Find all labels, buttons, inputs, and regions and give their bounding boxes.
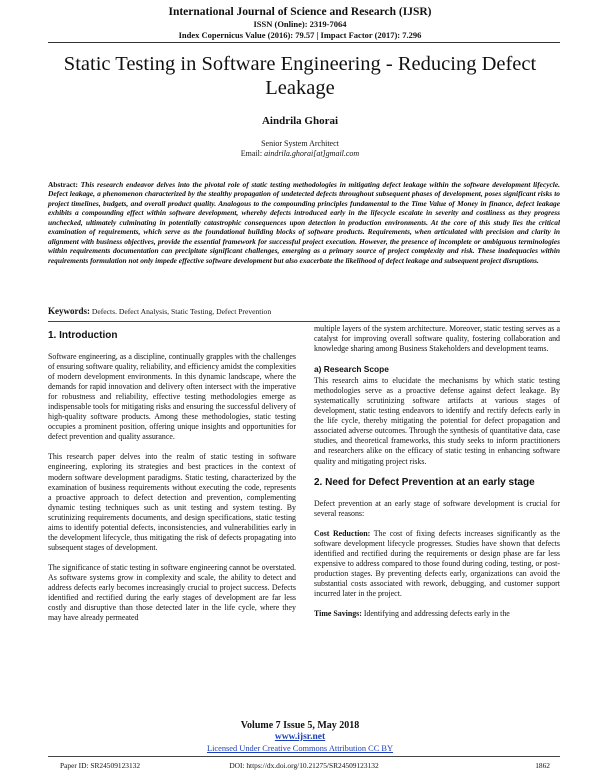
keywords (48, 306, 560, 316)
keywords-text: Defects. Defect Analysis, Static Testing, Defect Prevention (91, 307, 272, 316)
journal-index: Index Copernicus Value (2016): 79.57 | Impact Factor (2017): 7.296 (178, 29, 422, 40)
author-role: Senior System Architect (261, 139, 339, 148)
cost-reduction-label: Cost Reduction: (314, 528, 371, 538)
abstract (48, 180, 560, 265)
intro-paragraph-3: The significance of static testing in software engineering cannot be overstated. As software systems grow in complexity and scale, the ability to detect and address defects early becomes increasingly crucial to project success. Defects identified and rectified during the early stages of development are far less costly and disruptive than those detected later in the life cycle, where they may have already permeated (48, 562, 296, 623)
keywords-label: Keywords: (48, 306, 90, 316)
footer-divider (48, 756, 560, 757)
volume-issue: Volume 7 Issue 5, May 2018 (240, 720, 360, 731)
header-divider (48, 42, 560, 43)
keywords-divider (48, 321, 560, 322)
abstract-text: This research endeavor delves into the pivotal role of static testing methodologies in mitigating defect leakage within the software development lifecycle. Defect leakage, a phenomenon characterized by the stealthy propagation of undetected defects throughout subsequent phases of development, poses significant risks to project timelines, budgets, and overall product quality. Analogous to the compounding principles fundamental to the Time Value of Money in finance, defect leakage exhibits a compounding effect within software development, whereby defects introduced early in the lifecycle escalate in severity and costliness as they progress unchecked, ultimately culminating in potentially catastrophic consequences upon detection in production environments. At the core of this study lies the critical examination of requirements, which serve as the foundational building blocks of software products. Requirements, when articulated with precision and clarity in alignment with business objectives, provide the essential framework for successful project execution. However, the presence of incomplete or ambiguous terminologies within requirements documentation can precipitate significant challenges, emerging as a primary source of project complexity and risk. These inadequacies within requirements formulation not only impede effective software development but also exacerbate the likelihood of defect leakage and subsequent project disruptions. (48, 180, 560, 265)
journal-header (0, 6, 600, 40)
research-scope-heading: a) Research Scope (314, 364, 389, 375)
intro-paragraph-2: This research paper delves into the realm of static testing in software engineering, exploring its strategies and best practices in the context of modern software development paradigms. Static testing, characterized by the examination of business requirements without executing the code, represents a proactive approach to defect detection and prevention, complementing dynamic testing techniques such as unit testing and system testing. By scrutinizing requirements documents, and design specifications, static testing aims to identify potential defects, inconsistencies, and vulnerabilities early in the development lifecycle, thus mitigating the risk of defects propagating into subsequent stages of development. (48, 452, 296, 552)
author-email-line (0, 149, 600, 159)
time-savings-label: Time Savings: (314, 608, 362, 618)
paper-id: Paper ID: SR24509123132 (60, 761, 141, 770)
page-number: 1862 (535, 761, 550, 770)
right-column (314, 324, 560, 629)
cost-reduction-text: The cost of fixing defects increases significantly as the software development lifecycle progresses. Studies have shown that defects identified and rectified during the requirements or design phase are far less expensive to address compared to those found during coding, testing, or post-production stages. By preventing defects early, organizations can avoid the substantial costs associated with rework, debugging, and customer support incurred later in the project. (314, 528, 560, 598)
cost-reduction-paragraph (314, 529, 560, 599)
license-link[interactable]: Licensed Under Creative Commons Attribution CC BY (206, 744, 394, 753)
author-email[interactable]: aindrila.ghorai[at]gmail.com (264, 149, 360, 158)
page-footer (0, 720, 600, 754)
intro-heading: 1. Introduction (48, 330, 118, 341)
author-name: Aindrila Ghorai (261, 115, 339, 127)
email-label: Email: (240, 149, 263, 158)
paper-title: Static Testing in Software Engineering - Reducing Defect Leakage (63, 53, 537, 99)
defect-prevention-heading: 2. Need for Defect Prevention at an early stage (314, 476, 535, 488)
journal-website-link[interactable]: www.ijsr.net (274, 732, 326, 742)
research-scope-text: This research aims to elucidate the mechanisms by which static testing methodologies serve as a proactive defense against defect leakage. By systematically scrutinizing software artifacts at various stages of development, static testing endeavors to identify and rectify defects early in the life cycle, thereby mitigating the potential for defect propagation and associated adverse outcomes. Through the synthesis of quantitative data, case studies, and theoretical frameworks, this study seeks to inform practitioners and researchers alike on the efficacy of static testing in enhancing software quality and mitigating project risks. (314, 376, 560, 466)
left-column (48, 324, 296, 633)
doi: DOI: https://dx.doi.org/10.21275/SR24509123132 (229, 761, 379, 770)
journal-name: International Journal of Science and Research (IJSR) (168, 6, 432, 18)
intro-paragraph-continued: multiple layers of the system architecture. Moreover, static testing serves as a catalyst for improving overall software quality, fostering collaboration and knowledge sharing among Business Stakeholders and development teams. (314, 324, 560, 354)
abstract-label: Abstract: (48, 180, 78, 189)
author-affiliation (0, 139, 600, 159)
intro-paragraph-1: Software engineering, as a discipline, continually grapples with the challenges of ensuring software quality, reliability, and efficiency amidst the complexities of modern development environments. In this dynamic landscape, where the demands for rapid innovation and delivery often intersect with the imperative for robustness and reliability, effective testing methodologies emerge as indispensable tools for mitigating risks and ensuring the successful delivery of high-quality software products. Among these methodologies, static testing occupies a prominent position, offering unique insights and opportunities for defect prevention and quality assurance. (48, 352, 296, 442)
time-savings-text: Identifying and addressing defects early in the (361, 608, 510, 618)
defect-prevention-intro: Defect prevention at an early stage of software development is crucial for several reasons: (314, 498, 560, 518)
time-savings-paragraph (314, 609, 560, 619)
journal-issn: ISSN (Online): 2319-7064 (253, 19, 347, 29)
